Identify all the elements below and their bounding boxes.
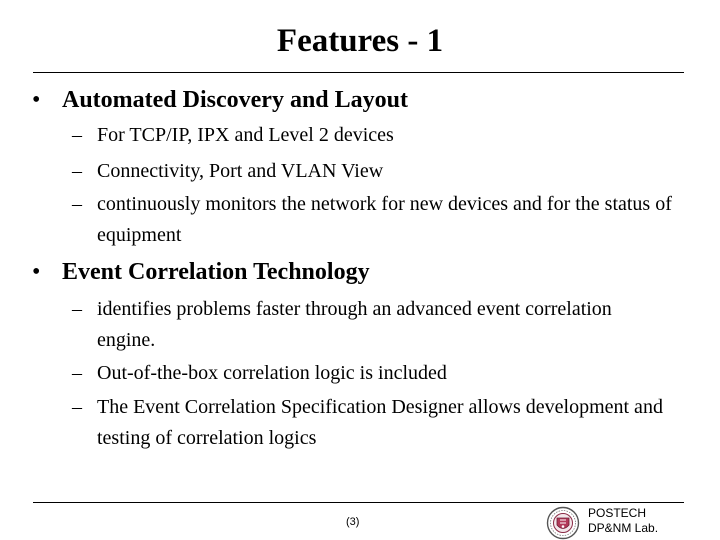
bullet-icon: • (32, 259, 41, 285)
bullet-heading: Event Correlation Technology (62, 259, 370, 285)
dash-icon: – (72, 160, 82, 182)
bullet-event-correlation (32, 257, 370, 287)
dash-icon: – (72, 124, 82, 146)
sub-bullet-text: For TCP/IP, IPX and Level 2 devices (97, 124, 394, 146)
slide-title: Features - 1 (276, 23, 444, 59)
dash-icon: – (72, 396, 82, 418)
sub-bullet (72, 294, 672, 356)
lab-name-line1: POSTECH (588, 506, 647, 520)
sub-bullet-text: continuously monitors the network for new devices and for the status of equipment (97, 193, 672, 246)
dash-icon: – (72, 298, 82, 320)
title-divider (33, 72, 684, 73)
sub-bullet (72, 392, 672, 454)
sub-bullet (72, 358, 672, 389)
sub-bullet (72, 189, 672, 251)
dash-icon: – (72, 362, 82, 384)
page-number: (3) (346, 516, 360, 528)
sub-bullet-text: identifies problems faster through an advanced event correlation engine. (97, 298, 612, 351)
sub-bullet-text: Out-of-the-box correlation logic is included (97, 362, 447, 384)
dash-icon: – (72, 193, 82, 215)
lab-name-line2: DP&NM Lab. (588, 521, 659, 535)
sub-bullet-text: Connectivity, Port and VLAN View (97, 160, 384, 182)
footer-divider (33, 502, 684, 503)
lab-name (588, 506, 658, 536)
sub-bullet (72, 120, 672, 151)
bullet-automated-discovery (32, 85, 408, 115)
sub-bullet (72, 156, 672, 187)
postech-emblem-icon (544, 506, 582, 540)
bullet-heading: Automated Discovery and Layout (62, 87, 408, 113)
bullet-icon: • (32, 87, 41, 113)
sub-bullet-text: The Event Correlation Specification Designer allows development and testing of correlation logics (97, 396, 663, 449)
